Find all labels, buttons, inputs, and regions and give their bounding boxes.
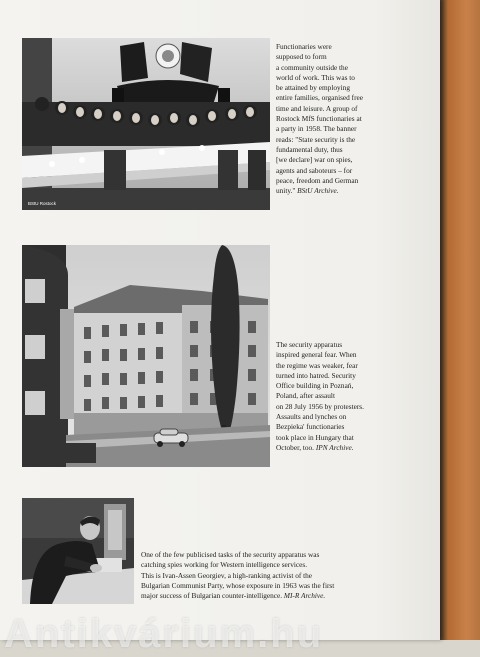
caption-line: Bulgarian Communist Party, whose exposure in 1963 was the first — [141, 580, 335, 590]
caption-security-office — [276, 340, 426, 453]
caption-line: a party in 1958. The banner — [276, 124, 357, 134]
caption-line: entire families, organised free — [276, 93, 363, 103]
watermark: Antikvárium.hu — [4, 612, 324, 656]
caption-line: fundamental duty, thus — [276, 144, 343, 154]
caption-party — [276, 42, 426, 196]
caption-source: BStU Archive. — [297, 186, 339, 196]
caption-line: [we declare] war on spies, — [276, 155, 353, 165]
wooden-background — [436, 0, 480, 640]
caption-line: world of work. This was to — [276, 72, 355, 82]
photo-security-office-poznan — [22, 245, 270, 467]
caption-line: catching spies working for Western intelligence services. — [141, 560, 308, 570]
caption-line: peace, freedom and German — [276, 175, 359, 185]
caption-line — [141, 591, 433, 601]
caption-line: be attained by employing — [276, 83, 350, 93]
caption-line: reads: "State security is the — [276, 134, 356, 144]
caption-line: supposed to form — [276, 52, 327, 62]
caption-text: major success of Bulgarian counter-intelligence. — [141, 591, 283, 601]
caption-line: This is Ivan-Assen Georgiev, a high-ranking activist of the — [141, 570, 313, 580]
caption-line: agents and saboteurs – for — [276, 165, 353, 175]
caption-text: unity." — [276, 186, 296, 196]
caption-line: Poland, after assault — [276, 391, 335, 401]
caption-text: October, too. — [276, 442, 315, 452]
caption-line: on 28 July 1956 by protesters. — [276, 401, 364, 411]
caption-line — [276, 186, 426, 196]
caption-line: the regime was weaker, fear — [276, 360, 358, 370]
caption-source: MI-R Archive. — [283, 591, 326, 601]
caption-source: IPN Archive. — [315, 442, 354, 452]
caption-line: took place in Hungary that — [276, 432, 354, 442]
caption-line: Office building in Poznań, — [276, 381, 354, 391]
caption-line: Assaults and lynches on — [276, 412, 347, 422]
caption-line: The security apparatus — [276, 340, 343, 349]
caption-line: Functionaries were — [276, 42, 332, 51]
photo-stamp: BStU Rostock — [28, 201, 57, 206]
caption-line: turned into hatred. Security — [276, 370, 356, 380]
caption-line: Rostock MfS functionaries at — [276, 114, 362, 124]
caption-line: One of the few publicised tasks of the security apparatus was — [141, 550, 320, 559]
photo-ivan-assen-georgiev — [22, 498, 134, 604]
photo-party-1958 — [22, 38, 270, 210]
caption-line — [276, 443, 426, 453]
caption-line: inspired general fear. When — [276, 350, 357, 360]
caption-line: a community outside the — [276, 62, 348, 72]
caption-line: Bezpieka' functionaries — [276, 422, 345, 432]
caption-georgiev — [141, 550, 433, 601]
caption-line: time and leisure. A group of — [276, 103, 358, 113]
